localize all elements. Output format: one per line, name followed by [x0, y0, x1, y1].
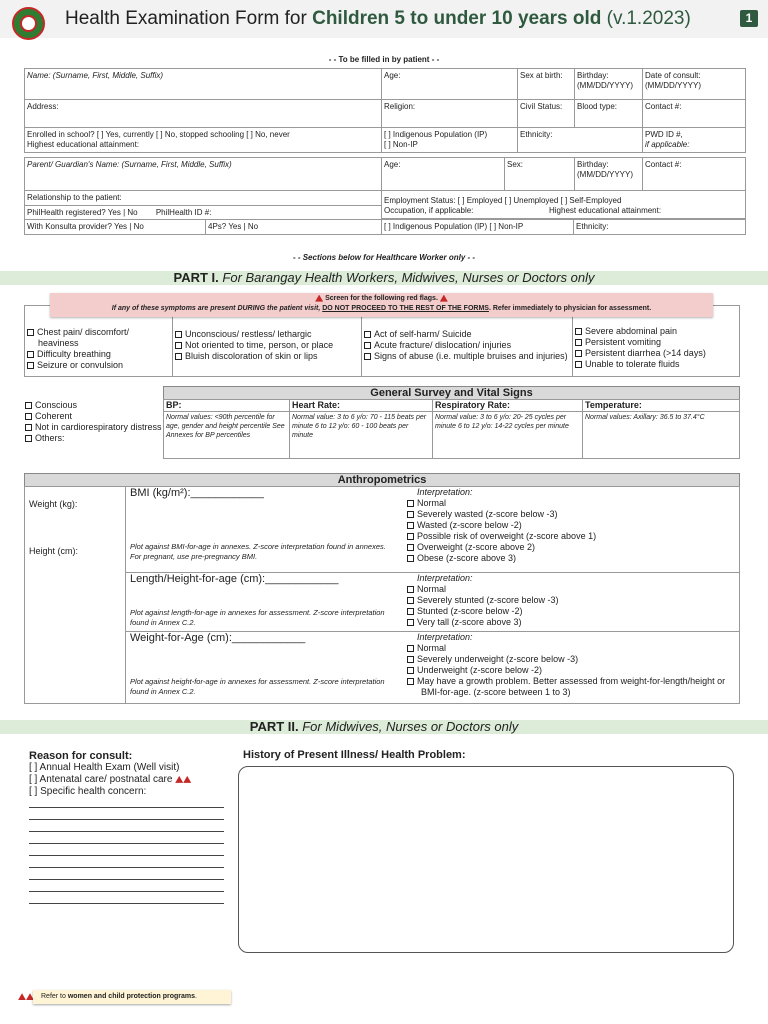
red-flag-line-c: . Refer immediately to physician for assessment. [488, 305, 652, 312]
name-field[interactable]: Name: (Surname, First, Middle, Suffix) [24, 68, 382, 100]
checkbox[interactable] [25, 435, 32, 442]
civil-status-field[interactable]: Civil Status: [517, 99, 575, 128]
checkbox[interactable] [175, 342, 182, 349]
red-flag-line-b: DO NOT PROCEED TO THE REST OF THE FORMS [322, 305, 489, 312]
birthday-field[interactable]: Birthday: (MM/DD/YYYY) [574, 68, 643, 100]
highest-educ-label: Highest educational attainment: [27, 140, 140, 149]
employment-field[interactable] [381, 190, 746, 219]
checkbox[interactable] [364, 342, 371, 349]
checkbox[interactable] [407, 533, 414, 540]
ip-field[interactable] [381, 127, 518, 153]
wfa-note: Plot against height-for-age in annexes for assessment. Z-score interpretation found in Annex C.2. [130, 677, 385, 696]
title-version: (v.1.2023) [601, 8, 691, 29]
checkbox[interactable] [27, 329, 34, 336]
religion-field[interactable]: Religion: [381, 99, 518, 128]
bmi-note: Plot against BMI-for-age in annexes. Z-score interpretation found in annexes. For pregnant, use pre-pregnancy BMI. [130, 542, 386, 561]
consult-options [29, 762, 229, 798]
hr-label: Heart Rate: [292, 400, 341, 410]
page-number-badge: 1 [740, 10, 758, 27]
checkbox[interactable] [407, 500, 414, 507]
occupation-label: Occupation, if applicable: [384, 206, 474, 215]
fourps-field[interactable]: 4Ps? Yes | No [205, 219, 382, 235]
sex-at-birth-field[interactable]: Sex at birth: [517, 68, 575, 100]
guardian-birthday-field[interactable]: Birthday: (MM/DD/YYYY) [574, 157, 643, 191]
checkbox[interactable] [407, 667, 414, 674]
temp-label: Temperature: [585, 400, 642, 410]
date-of-consult-field[interactable]: Date of consult: (MM/DD/YYYY) [642, 68, 746, 100]
guardian-educ-label: Highest educational attainment: [549, 206, 662, 215]
checkbox[interactable] [407, 645, 414, 652]
blank-line[interactable] [29, 879, 224, 880]
checkbox[interactable] [25, 413, 32, 420]
hcw-caption: - - Sections below for Healthcare Worker only - - [292, 253, 476, 262]
checkbox[interactable] [407, 522, 414, 529]
warning-icon [18, 993, 26, 1000]
wfa-label[interactable]: Weight-for-Age (cm):____________ [130, 632, 306, 644]
doh-logo [12, 7, 45, 40]
pwd-note: if applicable: [645, 140, 690, 149]
weight-label: Weight (kg): [29, 499, 78, 509]
enrolled-field[interactable] [24, 127, 382, 153]
bp-label: BP: [166, 400, 182, 410]
blank-line[interactable] [29, 903, 224, 904]
checkbox[interactable] [407, 619, 414, 626]
consult-option-specific[interactable]: [ ] Specific health concern: [29, 786, 147, 797]
checkbox[interactable] [407, 656, 414, 663]
checkbox[interactable] [575, 328, 582, 335]
checkbox[interactable] [25, 402, 32, 409]
part1-label: PART I. [173, 270, 219, 285]
consult-title: Reason for consult: [29, 750, 133, 762]
philhealth-id-label: PhilHealth ID #: [155, 208, 212, 217]
title-bold: Children 5 to under 10 years old [312, 8, 602, 29]
red-flag-title: Screen for the following red flags. [325, 295, 438, 302]
checkbox[interactable] [175, 331, 182, 338]
temp-note: Normal values: Axillary: 36.5 to 37.4°C [585, 414, 705, 421]
height-label: Height (cm): [29, 546, 79, 556]
checkbox[interactable] [575, 361, 582, 368]
blank-line[interactable] [29, 843, 224, 844]
nonip-option: [ ] Non-IP [384, 140, 418, 149]
address-field[interactable]: Address: [24, 99, 382, 128]
guardian-contact-field[interactable]: Contact #: [642, 157, 746, 191]
part1-band [0, 271, 768, 285]
form-title [65, 8, 691, 30]
checkbox[interactable] [575, 339, 582, 346]
ethnicity-field[interactable]: Ethnicity: [517, 127, 643, 153]
title-prefix: Health Examination Form for [65, 8, 313, 29]
pwd-label: PWD ID #, [645, 130, 683, 139]
footer-warning-icons [18, 988, 34, 1006]
checkbox[interactable] [407, 555, 414, 562]
employment-label: Employment Status: [ ] Employed [ ] Unemployed [ ] Self-Employed [384, 196, 622, 205]
bmi-interpretation: Interpretation: Normal Severely wasted (z-score below -3) Wasted (z-score below -2) Possible risk of overweight (z-score above 1) Overweight (z-score above 2) Obese (z-score above 3) [407, 487, 737, 564]
rr-label: Respiratory Rate: [435, 400, 511, 410]
bmi-label[interactable]: BMI (kg/m²):____________ [130, 487, 264, 499]
guardian-age-field[interactable]: Age: [381, 157, 505, 191]
red-flag-line-a: If any of these symptoms are present DURING the patient visit, [111, 305, 323, 312]
checkbox[interactable] [25, 424, 32, 431]
guardian-ip-field[interactable]: [ ] Indigenous Population (IP) [ ] Non-IP [381, 219, 574, 235]
blank-line[interactable] [29, 855, 224, 856]
blank-line[interactable] [29, 807, 224, 808]
hfa-note: Plot against length-for-age in annexes for assessment. Z-score interpretation found in Annex C.2. [130, 608, 385, 627]
guardian-name-field[interactable]: Parent/ Guardian's Name: (Surname, First, Middle, Suffix) [24, 157, 382, 191]
part2-label: PART II. [249, 719, 299, 734]
checkbox[interactable] [407, 511, 414, 518]
checkbox[interactable] [407, 608, 414, 615]
red-flag-col4: Severe abdominal pain Persistent vomiting Persistent diarrhea (>14 days) Unable to tolerate fluids [575, 326, 738, 370]
red-flag-col1: Chest pain/ discomfort/ heaviness Difficulty breathing Seizure or convulsion [27, 327, 172, 371]
part1-desc: For Barangay Health Workers, Midwives, Nurses or Doctors only [218, 270, 595, 285]
bp-note: Normal values: <90th percentile for age, gender and height percentile See Annexes for BP percentiles [166, 414, 285, 439]
consult-option-antenatal[interactable]: [ ] Antenatal care/ postnatal care [29, 774, 229, 786]
red-flag-col3: Act of self-harm/ Suicide Acute fracture/ dislocation/ injuries Signs of abuse (i.e. multiple bruises and injuries) [364, 329, 570, 362]
rr-note: Normal value: 3 to 6 y/o: 20- 25 cycles per minute 6 to 12 y/o: 14-22 cycles per minute [435, 414, 569, 430]
part2-band [0, 720, 768, 734]
patient-caption: - - To be filled in by patient - - [328, 55, 440, 64]
warning-icon [440, 295, 448, 302]
checkbox[interactable] [407, 544, 414, 551]
checkbox[interactable] [407, 586, 414, 593]
checkbox[interactable] [364, 331, 371, 338]
blank-line[interactable] [29, 891, 224, 892]
blank-line[interactable] [29, 867, 224, 868]
warning-icon [175, 776, 183, 783]
hpi-textbox[interactable] [238, 766, 734, 953]
hr-note: Normal value: 3 to 6 y/o: 70 - 115 beats per minute 6 to 12 y/o: 60 - 100 beats per minute [292, 414, 427, 439]
warning-icon [183, 776, 191, 783]
general-states: Conscious Coherent Not in cardiorespiratory distress Others: [25, 400, 162, 444]
blood-type-field[interactable]: Blood type: [574, 99, 643, 128]
blank-line[interactable] [29, 831, 224, 832]
hpi-title: History of Present Illness/ Health Problem: [243, 749, 466, 761]
ip-option: [ ] Indigenous Population (IP) [384, 130, 488, 139]
hfa-label[interactable]: Length/Height-for-age (cm):____________ [130, 573, 339, 585]
general-survey-header: General Survey and Vital Signs [163, 386, 740, 400]
checkbox[interactable] [27, 351, 34, 358]
checkbox[interactable] [407, 678, 414, 685]
red-flag-col2: Unconscious/ restless/ lethargic Not oriented to time, person, or place Bluish discoloration of skin or lips [175, 329, 360, 362]
part2-desc: For Midwives, Nurses or Doctors only [298, 719, 519, 734]
hfa-interpretation: Interpretation: Normal Severely stunted (z-score below -3) Stunted (z-score below -2) Very tall (z-score above 3) [407, 573, 737, 628]
protection-note: Refer to women and child protection programs. [33, 990, 231, 1004]
checkbox[interactable] [575, 350, 582, 357]
checkbox[interactable] [27, 362, 34, 369]
enrolled-label: Enrolled in school? [ ] Yes, currently [ ] No, stopped schooling [ ] No, never [27, 130, 290, 139]
konsulta-field[interactable]: With Konsulta provider? Yes | No [24, 219, 206, 235]
checkbox[interactable] [175, 353, 182, 360]
guardian-ethnicity-field[interactable]: Ethnicity: [573, 219, 746, 235]
wfa-interpretation: Interpretation: Normal Severely underweight (z-score below -3) Underweight (z-score below -2) May have a growth problem. Better assessed from weight-for-length/height or BMI-for-age. (z-score between 1 to 3) [407, 632, 739, 698]
checkbox[interactable] [364, 353, 371, 360]
contact-field[interactable]: Contact #: [642, 99, 746, 128]
checkbox[interactable] [407, 597, 414, 604]
consult-option-annual[interactable]: [ ] Annual Health Exam (Well visit) [29, 762, 180, 773]
relationship-field[interactable]: Relationship to the patient: [24, 190, 382, 206]
red-flag-banner [50, 293, 713, 317]
age-field[interactable]: Age: [381, 68, 518, 100]
pwd-field[interactable] [642, 127, 746, 153]
warning-icon [315, 295, 323, 302]
philhealth-label: PhilHealth registered? Yes | No [27, 208, 138, 217]
philhealth-field[interactable] [24, 205, 382, 220]
guardian-sex-field[interactable]: Sex: [504, 157, 575, 191]
blank-line[interactable] [29, 819, 224, 820]
anthro-header: Anthropometrics [24, 473, 740, 487]
